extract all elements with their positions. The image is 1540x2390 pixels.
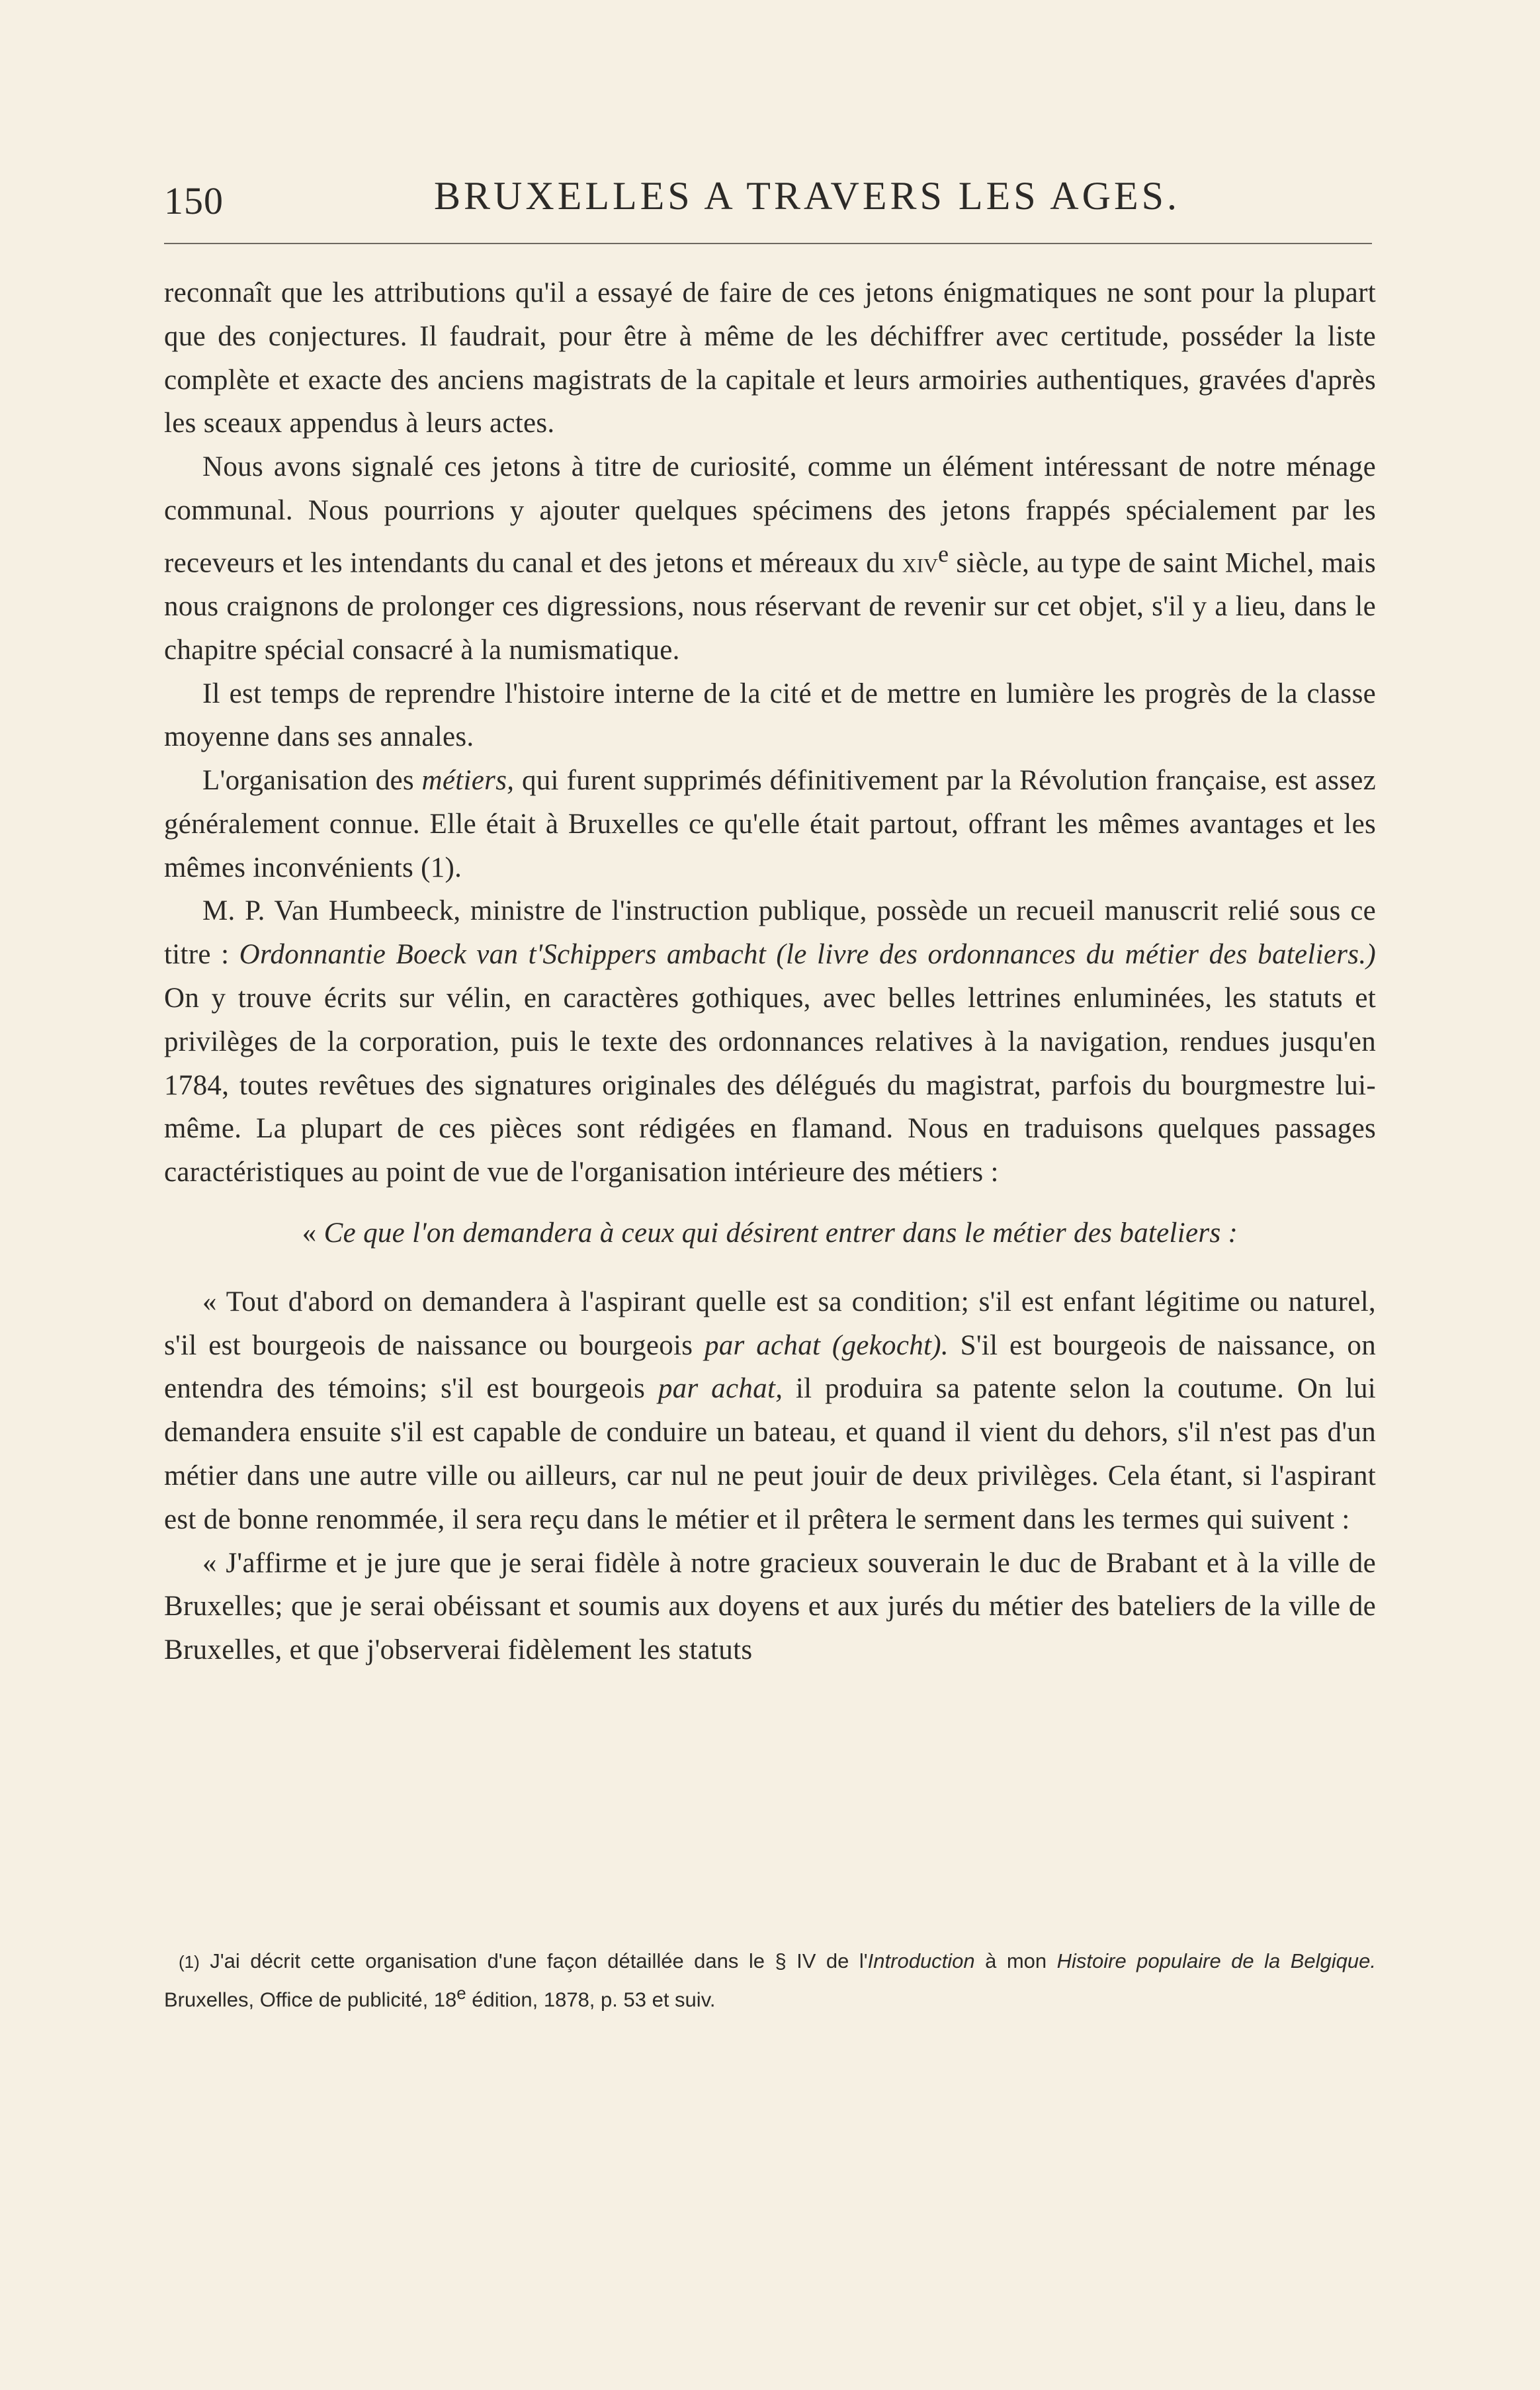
running-title: BRUXELLES A TRAVERS LES AGES. (434, 174, 1180, 218)
footnotes (164, 1945, 1376, 2015)
paragraph-1: reconnaît que les attributions qu'il a essayé de faire de ces jetons énigmatiques ne sont pour la plupart que des conjectures. Il faudrait, pour être à même de les déchiffrer avec certitude, posséder la liste complète et exacte des anciens magistrats de la capitale et leurs armoiries authentiques, gravées d'après les sceaux appendus à leurs actes. (164, 277, 1376, 439)
paragraph-5: M. P. Van Humbeeck, ministre de l'instruction publique, possède un recueil manuscrit relié sous ce titre : Ordonnantie Boeck van t'Schippers ambacht (le livre des ordonnances du métier des bateliers.) On y trouve écrits sur vélin, en caractères gothiques, avec belles lettrines enluminées, les statuts et privilèges de la corporation, puis le texte des ordonnances relatives à la navigation, rendues jusqu'en 1784, toutes revêtues des signatures originales des délégués du magistrat, parfois du bourgmestre lui-même. La plupart de ces pièces sont rédigées en flamand. Nous en traduisons quelques passages caractéristiques au point de vue de l'organisation intérieure des métiers : (164, 895, 1376, 1188)
quote-heading: « Ce que l'on demandera à ceux qui désirent entrer dans le métier des bateliers : (302, 1217, 1238, 1249)
manuscript-title: Ordonnantie Boeck van t'Schippers ambacht (le livre des ordonnances du métier des bateliers.) (239, 939, 1376, 971)
paragraph-2: Nous avons signalé ces jetons à titre de curiosité, comme un élément intéressant de notre ménage communal. Nous pourrions y ajouter quelques spécimens des jetons frappés spécialement par les receveurs et les intendants du canal et des jetons et méreaux du xiv$^e$ siècle, au type de saint Michel, mais nous craignons de prolonger ces digressions, nous réservant de revenir sur cet objet, s'il y a lieu, dans le chapitre spécial consacré à la numismatique. (164, 451, 1376, 666)
header-rule (164, 243, 1372, 244)
paragraph-6: « Tout d'abord on demandera à l'aspirant quelle est sa condition; s'il est enfant légitime ou naturel, s'il est bourgeois de naissance ou bourgeois par achat (gekocht). S'il est bourgeois de naissance, on entendra des témoins; s'il est bourgeois par achat, il produira sa patente selon la coutume. On lui demandera ensuite s'il est capable de conduire un bateau, et quand il vient du dehors, s'il n'est pas d'un métier dans une autre ville ou ailleurs, car nul ne peut jouir de deux privilèges. Cela étant, si l'aspirant est de bonne renommée, il sera reçu dans le métier et il prêtera le serment dans les termes qui suivent : (164, 1286, 1377, 1535)
page-header (164, 173, 1372, 246)
century-numeral: xiv (902, 547, 939, 579)
paragraph-4: L'organisation des métiers, qui furent supprimés définitivement par la Révolution française, est assez généralement connue. Elle était à Bruxelles ce qu'elle était partout, offrant les mêmes avantages et les mêmes inconvénients (1). (164, 765, 1376, 883)
paragraph-3: Il est temps de reprendre l'histoire interne de la cité et de mettre en lumière les progrès de la classe moyenne dans ses annales. (164, 678, 1376, 753)
body-text (164, 271, 1376, 1672)
page-number: 150 (164, 179, 224, 222)
footnote-number: (1) (179, 1952, 200, 1972)
footnote-1: (1) J'ai décrit cette organisation d'une façon détaillée dans le § IV de l'Introduction à mon Histoire populaire de la Belgique. Bruxelles, Office de publicité, 18e édition, 1878, p. 53 et suiv. (164, 1949, 1376, 2012)
paragraph-7: « J'affirme et je jure que je serai fidèle à notre gracieux souverain le duc de Brabant et à la ville de Bruxelles; que je serai obéissant et soumis aux doyens et aux jurés du métier des bateliers de la ville de Bruxelles, et que j'observerai fidèlement les statuts (164, 1547, 1376, 1666)
